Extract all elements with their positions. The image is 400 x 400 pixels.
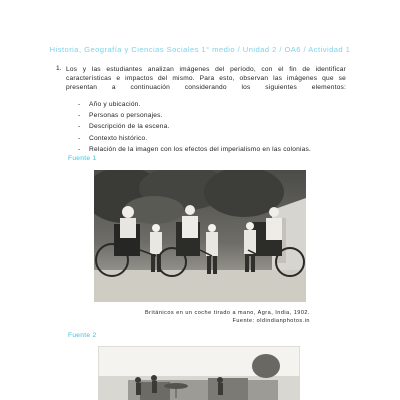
task-line-2: características e impactos del mismo. Para esto, observan las imágenes que se [66,75,346,83]
list-item: - Relación de la imagen con los efectos del imperialismo en las colonias. [78,144,311,155]
fuente-1-photo [94,170,306,302]
analysis-elements-list [78,99,311,155]
fuente-1-caption [145,309,310,325]
fuente-1-caption-source: Fuente: oldindianphotos.in [232,318,310,324]
task-instructions [66,65,346,93]
fuente-2-label: Fuente 2 [68,332,97,339]
task-line-1: Los y las estudiantes analizan imágenes del período, con el fin de identificar [66,66,346,73]
fuente-1-label: Fuente 1 [68,155,97,162]
rickshaw-photo-illustration [94,170,306,302]
fuente-2-photo [98,346,300,400]
fuente-2-photo-illustration [98,346,300,400]
document-header: Historia, Geografía y Ciencias Sociales 1° medio / Unidad 2 / OA6 / Actividad 1 [49,45,351,54]
fuente-1-caption-title: Británicos en un coche tirado a mano, Agra, India, 1902. [145,310,310,316]
list-item: - Contexto histórico. [78,133,311,144]
task-number: 1. [56,65,62,72]
list-item: - Año y ubicación. [78,99,311,110]
list-item: - Descripción de la escena. [78,121,311,132]
task-line-3: presentan a continuación considerando los siguientes elementos: [66,84,346,92]
list-item: - Personas o personajes. [78,110,311,121]
